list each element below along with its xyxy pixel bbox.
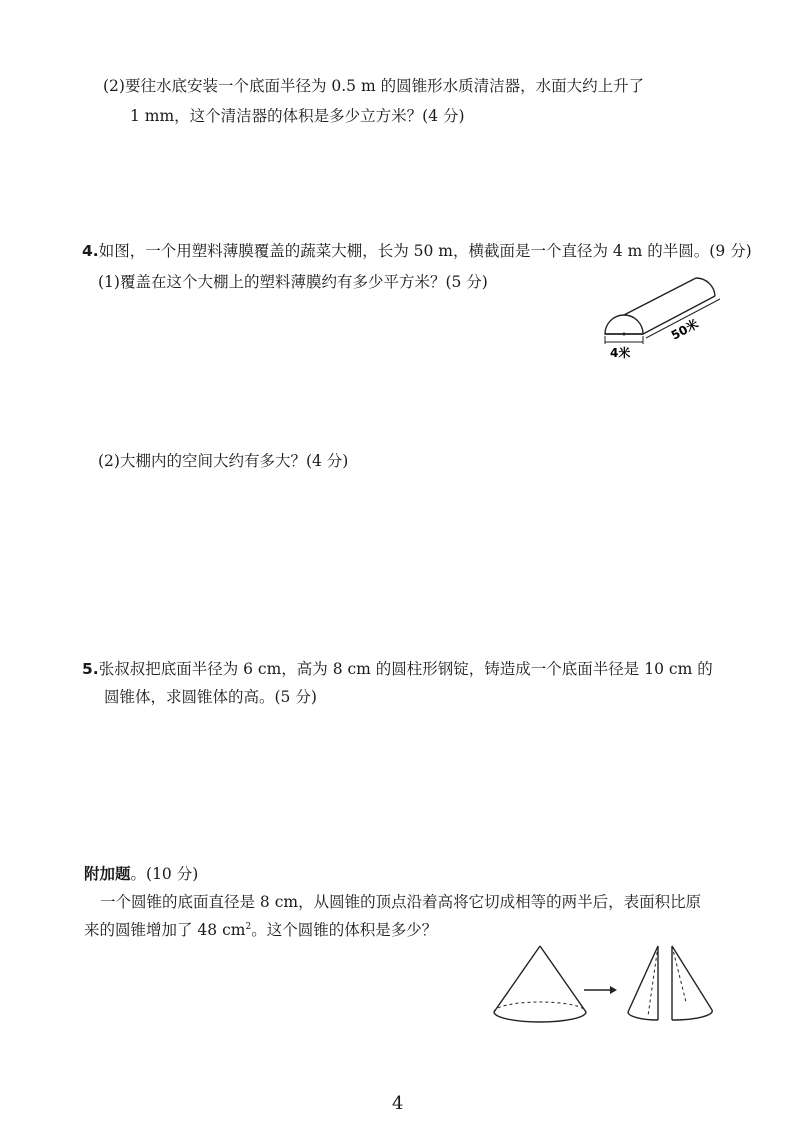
q4-number: 4. [82, 242, 99, 260]
q4-stem [82, 239, 752, 261]
page-number: 4 [392, 1093, 404, 1114]
greenhouse-figure [600, 270, 740, 370]
q5-line1 [82, 657, 713, 679]
q4-stem-text: 如图，一个用塑料薄膜覆盖的蔬菜大棚，长为 50 m，横截面是一个直径为 4 m 的半圆。(9 分) [98, 242, 752, 260]
greenhouse-length-label: 50米 [668, 316, 701, 343]
q4-part1: (1)覆盖在这个大棚上的塑料薄膜约有多少平方米？(5 分) [98, 273, 488, 291]
cone-cut-figure [490, 940, 730, 1030]
bonus-line2-a: 来的圆锥增加了 48 cm [84, 921, 246, 939]
q3-part2-line2: 1 mm，这个清洁器的体积是多少立方米？(4 分) [130, 107, 465, 125]
bonus-title: 附加题 [84, 865, 131, 883]
q3-part2-line1: (2)要往水底安装一个底面半径为 0.5 m 的圆锥形水质清洁器，水面大约上升了 [103, 77, 645, 95]
bonus-line2-b: 。这个圆锥的体积是多少？ [251, 921, 438, 939]
bonus-line2-sup: 2 [245, 921, 252, 932]
q5-line1-text: 张叔叔把底面半径为 6 cm，高为 8 cm 的圆柱形钢锭，铸造成一个底面半径是 10 cm 的 [98, 660, 713, 678]
q4-part2: (2)大棚内的空间大约有多大？(4 分) [98, 452, 349, 470]
bonus-line1: 一个圆锥的底面直径是 8 cm，从圆锥的顶点沿着高将它切成相等的两半后，表面积比原 [100, 893, 702, 911]
bonus-line2 [84, 918, 437, 940]
bonus-heading [84, 862, 198, 884]
q5-line2: 圆锥体，求圆锥体的高。(5 分) [104, 688, 317, 706]
q5-number: 5. [82, 660, 99, 678]
greenhouse-width-label: 4米 [610, 346, 631, 360]
bonus-points: 。(10 分) [130, 865, 199, 883]
